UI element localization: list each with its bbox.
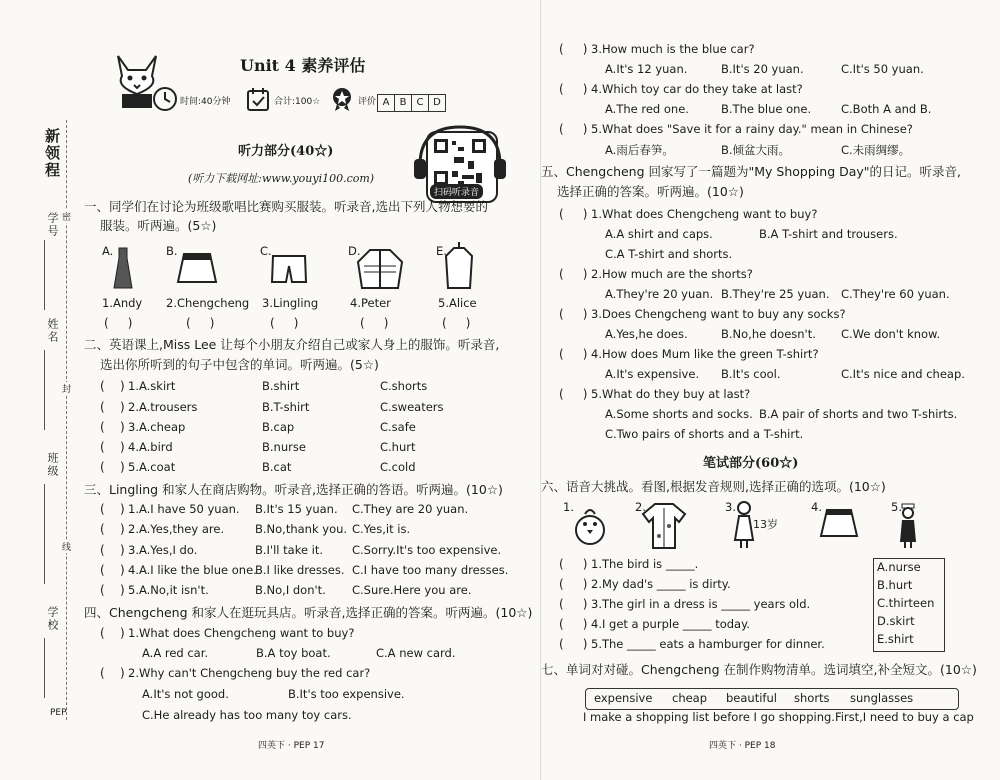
q5-s1-question: 1.What does Chengcheng want to buy? <box>591 207 818 221</box>
q1-name-4: 4.Peter <box>350 296 391 310</box>
nurse-icon <box>897 500 919 550</box>
q2-row5-b: B.cat <box>262 460 292 474</box>
r3-b: B.It's 20 yuan. <box>721 62 804 76</box>
q5-s1-a: A.A shirt and caps. <box>605 227 713 241</box>
q1-name-1: 1.Andy <box>102 296 143 310</box>
grade-option[interactable]: C <box>411 94 429 112</box>
page-footer-left: 四英下 · PEP 17 <box>258 741 325 751</box>
q2-instruction-1: 二、英语课上,Miss Lee 让每个小朋友介绍自己或家人身上的服饰。听录音, <box>84 337 500 352</box>
shorts-icon <box>270 254 308 284</box>
q2-instruction-2: 选出你所听到的句子中包含的单词。听两遍。(5☆) <box>100 357 379 372</box>
q1-instruction-1: 一、同学们在讨论为班级歌唱比赛购买服装。听录音,选出下列人物想要的 <box>84 199 488 214</box>
answer-blank[interactable]: ( ) <box>100 522 125 536</box>
q5-s3-b: B.No,he doesn't. <box>721 327 816 341</box>
answer-blank[interactable]: ( ) <box>100 502 125 516</box>
q6-s5: 5.The _____ eats a hamburger for dinner. <box>591 637 825 651</box>
q2-row3-a: 3.A.cheap <box>128 420 186 434</box>
q2-row1-c: C.shorts <box>380 379 428 393</box>
q4-s2-question: 2.Why can't Chengcheng buy the red car? <box>128 666 371 680</box>
q5-s4-b: B.It's cool. <box>721 367 781 381</box>
q2-row1-b: B.shirt <box>262 379 300 393</box>
r3-c: C.It's 50 yuan. <box>841 62 924 76</box>
q3-row4-c: C.I have too many dresses. <box>352 563 509 577</box>
grade-option[interactable]: B <box>394 94 412 112</box>
grade-option[interactable]: D <box>428 94 446 112</box>
q3-instruction: 三、Lingling 和家人在商店购物。听录音,选择正确的答语。听两遍。(10☆) <box>84 482 503 497</box>
q1-letter-c: C. <box>260 244 272 258</box>
q6-s2: 2.My dad's _____ is dirty. <box>591 577 731 591</box>
right-page <box>540 0 1000 780</box>
option-d: D.skirt <box>877 614 915 628</box>
q4-s2-c: C.He already has too many toy cars. <box>142 708 352 722</box>
word-bank-item[interactable]: shorts <box>794 691 830 705</box>
q3-row4-a: 4.A.I like the blue one. <box>128 563 257 577</box>
listening-title: 听力部分(40☆) <box>238 144 334 159</box>
q4-s1-a: A.A red car. <box>142 646 209 660</box>
answer-blank[interactable]: ( ) <box>100 626 125 640</box>
class-label: 班级 <box>46 452 59 478</box>
answer-blank[interactable]: ( ) <box>100 420 125 434</box>
q6-num-2: 2. <box>635 500 646 514</box>
option-a: A.nurse <box>877 560 921 574</box>
skirt-icon <box>819 508 859 540</box>
answer-blank[interactable]: ( ) <box>100 379 125 393</box>
answer-blank[interactable]: ( ) <box>100 440 125 454</box>
q2-row3-b: B.cap <box>262 420 295 434</box>
q6-s1: 1.The bird is _____. <box>591 557 699 571</box>
option-box <box>873 558 945 652</box>
q1-name-2: 2.Chengcheng <box>166 296 250 310</box>
q5-s1-c: C.A T-shirt and shorts. <box>605 247 733 261</box>
name-line <box>44 350 45 430</box>
answer-blank[interactable]: ( ) <box>559 267 588 281</box>
q5-s1-b: B.A T-shirt and trousers. <box>759 227 898 241</box>
q2-row4-a: 4.A.bird <box>128 440 173 454</box>
r3-a: A.It's 12 yuan. <box>605 62 688 76</box>
answer-blank[interactable]: ( ) <box>100 666 125 680</box>
answer-blank[interactable]: ( ) <box>270 316 299 330</box>
q1-letter-e: E. <box>436 244 447 258</box>
q4-instruction: 四、Chengcheng 和家人在逛玩具店。听录音,选择正确的答案。听两遍。(10☆) <box>84 605 533 620</box>
q4-s1-question: 1.What does Chengcheng want to buy? <box>128 626 355 640</box>
jacket-icon <box>356 248 404 290</box>
q4-s1-c: C.A new card. <box>376 646 456 660</box>
q3-row4-b: B.I like dresses. <box>255 563 345 577</box>
q5-s4-a: A.It's expensive. <box>605 367 700 381</box>
q3-row1-b: B.It's 15 yuan. <box>255 502 338 516</box>
answer-blank[interactable]: ( ) <box>559 42 588 56</box>
answer-blank[interactable]: ( ) <box>186 316 215 330</box>
q5-instruction-1: 五、Chengcheng 回家写了一篇题为"My Shopping Day"的日记。听录音, <box>541 164 962 179</box>
answer-blank[interactable]: ( ) <box>559 597 588 611</box>
word-bank-item[interactable]: sunglasses <box>850 691 914 705</box>
answer-blank[interactable]: ( ) <box>559 307 588 321</box>
page-footer-right: 四英下 · PEP 18 <box>709 741 776 751</box>
q6-num-4: 4. <box>811 500 822 514</box>
answer-blank[interactable]: ( ) <box>104 316 133 330</box>
word-bank-item[interactable]: expensive <box>594 691 653 705</box>
clock-icon <box>152 86 178 112</box>
q5-s2-c: C.They're 60 yuan. <box>841 287 950 301</box>
answer-blank[interactable]: ( ) <box>559 557 588 571</box>
dress-icon <box>112 246 134 290</box>
option-b: B.hurt <box>877 578 913 592</box>
q6-instruction: 六、语音大挑战。看图,根据发音规则,选择正确的选项。(10☆) <box>541 479 886 494</box>
bird-icon <box>571 504 609 548</box>
q3-row5-a: 5.A.No,it isn't. <box>128 583 209 597</box>
r5-c: C.未雨绸缪。 <box>841 143 911 157</box>
word-bank <box>585 688 959 710</box>
qr-label: 扫码听录音 <box>430 184 483 199</box>
q2-row1-a: 1.A.skirt <box>128 379 176 393</box>
school-label: 学校 <box>46 606 59 632</box>
q1-letter-b: B. <box>166 244 178 258</box>
q6-num-1: 1. <box>563 500 574 514</box>
r4-a: A.The red one. <box>605 102 689 116</box>
q4-s1-b: B.A toy boat. <box>256 646 331 660</box>
option-c: C.thirteen <box>877 596 935 610</box>
q3-row1-c: C.They are 20 yuan. <box>352 502 469 516</box>
answer-blank[interactable]: ( ) <box>100 583 125 597</box>
q7-instruction: 七、单词对对碰。Chengcheng 在制作购物清单。选词填空,补全短文。(10☆) <box>541 662 977 677</box>
q4-s2-a: A.It's not good. <box>142 687 229 701</box>
coat-icon <box>444 240 474 290</box>
shirt-icon <box>641 502 687 550</box>
r4-b: B.The blue one. <box>721 102 812 116</box>
answer-blank[interactable]: ( ) <box>559 82 588 96</box>
headphones-icon <box>410 125 510 185</box>
q6-num-5: 5. <box>891 500 902 514</box>
q5-s2-a: A.They're 20 yuan. <box>605 287 714 301</box>
q5-s5-c: C.Two pairs of shorts and a T-shirt. <box>605 427 804 441</box>
answer-blank[interactable]: ( ) <box>559 122 588 136</box>
grade-boxes <box>378 90 446 112</box>
q2-row2-c: C.sweaters <box>380 400 444 414</box>
r5-a: A.雨后春笋。 <box>605 143 674 157</box>
seal-xian: 线 <box>62 540 71 553</box>
name-label: 姓名 <box>46 318 59 344</box>
r3-question: 3.How much is the blue car? <box>591 42 755 56</box>
word-bank-item[interactable]: beautiful <box>726 691 777 705</box>
total-score-label: 合计:100☆ <box>274 97 321 107</box>
answer-blank[interactable]: ( ) <box>100 460 125 474</box>
answer-blank[interactable]: ( ) <box>442 316 471 330</box>
seal-feng: 封 <box>62 382 71 395</box>
q2-row2-b: B.T-shirt <box>262 400 310 414</box>
calendar-check-icon <box>246 86 270 112</box>
q1-name-3: 3.Lingling <box>262 296 319 310</box>
pep-mark: PEP <box>50 708 67 718</box>
q6-s3: 3.The girl in a dress is _____ years old. <box>591 597 811 611</box>
answer-blank[interactable]: ( ) <box>559 347 588 361</box>
q5-s5-question: 5.What do they buy at last? <box>591 387 751 401</box>
answer-blank[interactable]: ( ) <box>100 400 125 414</box>
q3-row5-c: C.Sure.Here you are. <box>352 583 472 597</box>
q5-s3-c: C.We don't know. <box>841 327 941 341</box>
q3-row5-b: B.No,I don't. <box>255 583 326 597</box>
download-url: (听力下载网址:www.youyi100.com) <box>188 172 375 185</box>
girl-icon <box>733 500 755 550</box>
q2-row4-c: C.hurt <box>380 440 416 454</box>
unit-title: Unit 4 素养评估 <box>240 56 366 75</box>
age-label: 13岁 <box>753 518 778 531</box>
school-line <box>44 638 45 698</box>
answer-blank[interactable]: ( ) <box>360 316 389 330</box>
q2-row3-c: C.safe <box>380 420 416 434</box>
q3-row2-a: 2.A.Yes,they are. <box>128 522 225 536</box>
time-label: 时间:40分钟 <box>180 97 231 107</box>
grade-option[interactable]: A <box>377 94 395 112</box>
q3-row3-a: 3.A.Yes,I do. <box>128 543 198 557</box>
q3-row2-c: C.Yes,it is. <box>352 522 411 536</box>
q3-row2-b: B.No,thank you. <box>255 522 348 536</box>
r5-question: 5.What does "Save it for a rainy day." mean in Chinese? <box>591 122 913 136</box>
brand-logo: 新领程 <box>43 128 61 179</box>
r5-b: B.倾盆大雨。 <box>721 143 791 157</box>
answer-blank[interactable]: ( ) <box>559 577 588 591</box>
q5-instruction-2: 选择正确的答案。听两遍。(10☆) <box>557 184 744 199</box>
medal-icon <box>330 86 354 112</box>
q1-instruction-2: 服装。听两遍。(5☆) <box>100 218 217 233</box>
q1-letter-d: D. <box>348 244 361 258</box>
answer-blank[interactable]: ( ) <box>100 543 125 557</box>
answer-blank[interactable]: ( ) <box>559 207 588 221</box>
r4-c: C.Both A and B. <box>841 102 932 116</box>
q4-s2-b: B.It's too expensive. <box>288 687 405 701</box>
q1-name-5: 5.Alice <box>438 296 477 310</box>
q1-letter-a: A. <box>102 244 114 258</box>
q2-row2-a: 2.A.trousers <box>128 400 198 414</box>
r4-question: 4.Which toy car do they take at last? <box>591 82 803 96</box>
q5-s4-question: 4.How does Mum like the green T-shirt? <box>591 347 819 361</box>
q2-row5-c: C.cold <box>380 460 416 474</box>
answer-blank[interactable]: ( ) <box>559 387 588 401</box>
q2-row5-a: 5.A.coat <box>128 460 176 474</box>
q5-s4-c: C.It's nice and cheap. <box>841 367 965 381</box>
option-e: E.shirt <box>877 632 914 646</box>
class-line <box>44 484 45 584</box>
answer-blank[interactable]: ( ) <box>100 563 125 577</box>
q3-row1-a: 1.A.I have 50 yuan. <box>128 502 240 516</box>
q2-row4-b: B.nurse <box>262 440 306 454</box>
q5-s2-b: B.They're 25 yuan. <box>721 287 830 301</box>
q5-s5-b: B.A pair of shorts and two T-shirts. <box>759 407 958 421</box>
q5-s3-a: A.Yes,he does. <box>605 327 688 341</box>
q5-s2-question: 2.How much are the shorts? <box>591 267 753 281</box>
grade-label: 评价: <box>358 97 380 107</box>
q6-s4: 4.I get a purple _____ today. <box>591 617 750 631</box>
q3-row3-c: C.Sorry.It's too expensive. <box>352 543 502 557</box>
student-number-line <box>44 240 45 310</box>
word-bank-item[interactable]: cheap <box>672 691 708 705</box>
q7-passage: I make a shopping list before I go shopping.First,I need to buy a cap <box>583 710 974 724</box>
skirt-icon <box>176 252 218 286</box>
q3-row3-b: B.I'll take it. <box>255 543 324 557</box>
student-number-label: 学号 <box>46 212 59 238</box>
q6-num-3: 3. <box>725 500 736 514</box>
answer-blank[interactable]: ( ) <box>559 617 588 631</box>
q5-s5-a: A.Some shorts and socks. <box>605 407 753 421</box>
written-title: 笔试部分(60☆) <box>703 456 799 471</box>
q5-s3-question: 3.Does Chengcheng want to buy any socks? <box>591 307 846 321</box>
answer-blank[interactable]: ( ) <box>559 637 588 651</box>
seal-mi: 密 <box>62 210 71 223</box>
